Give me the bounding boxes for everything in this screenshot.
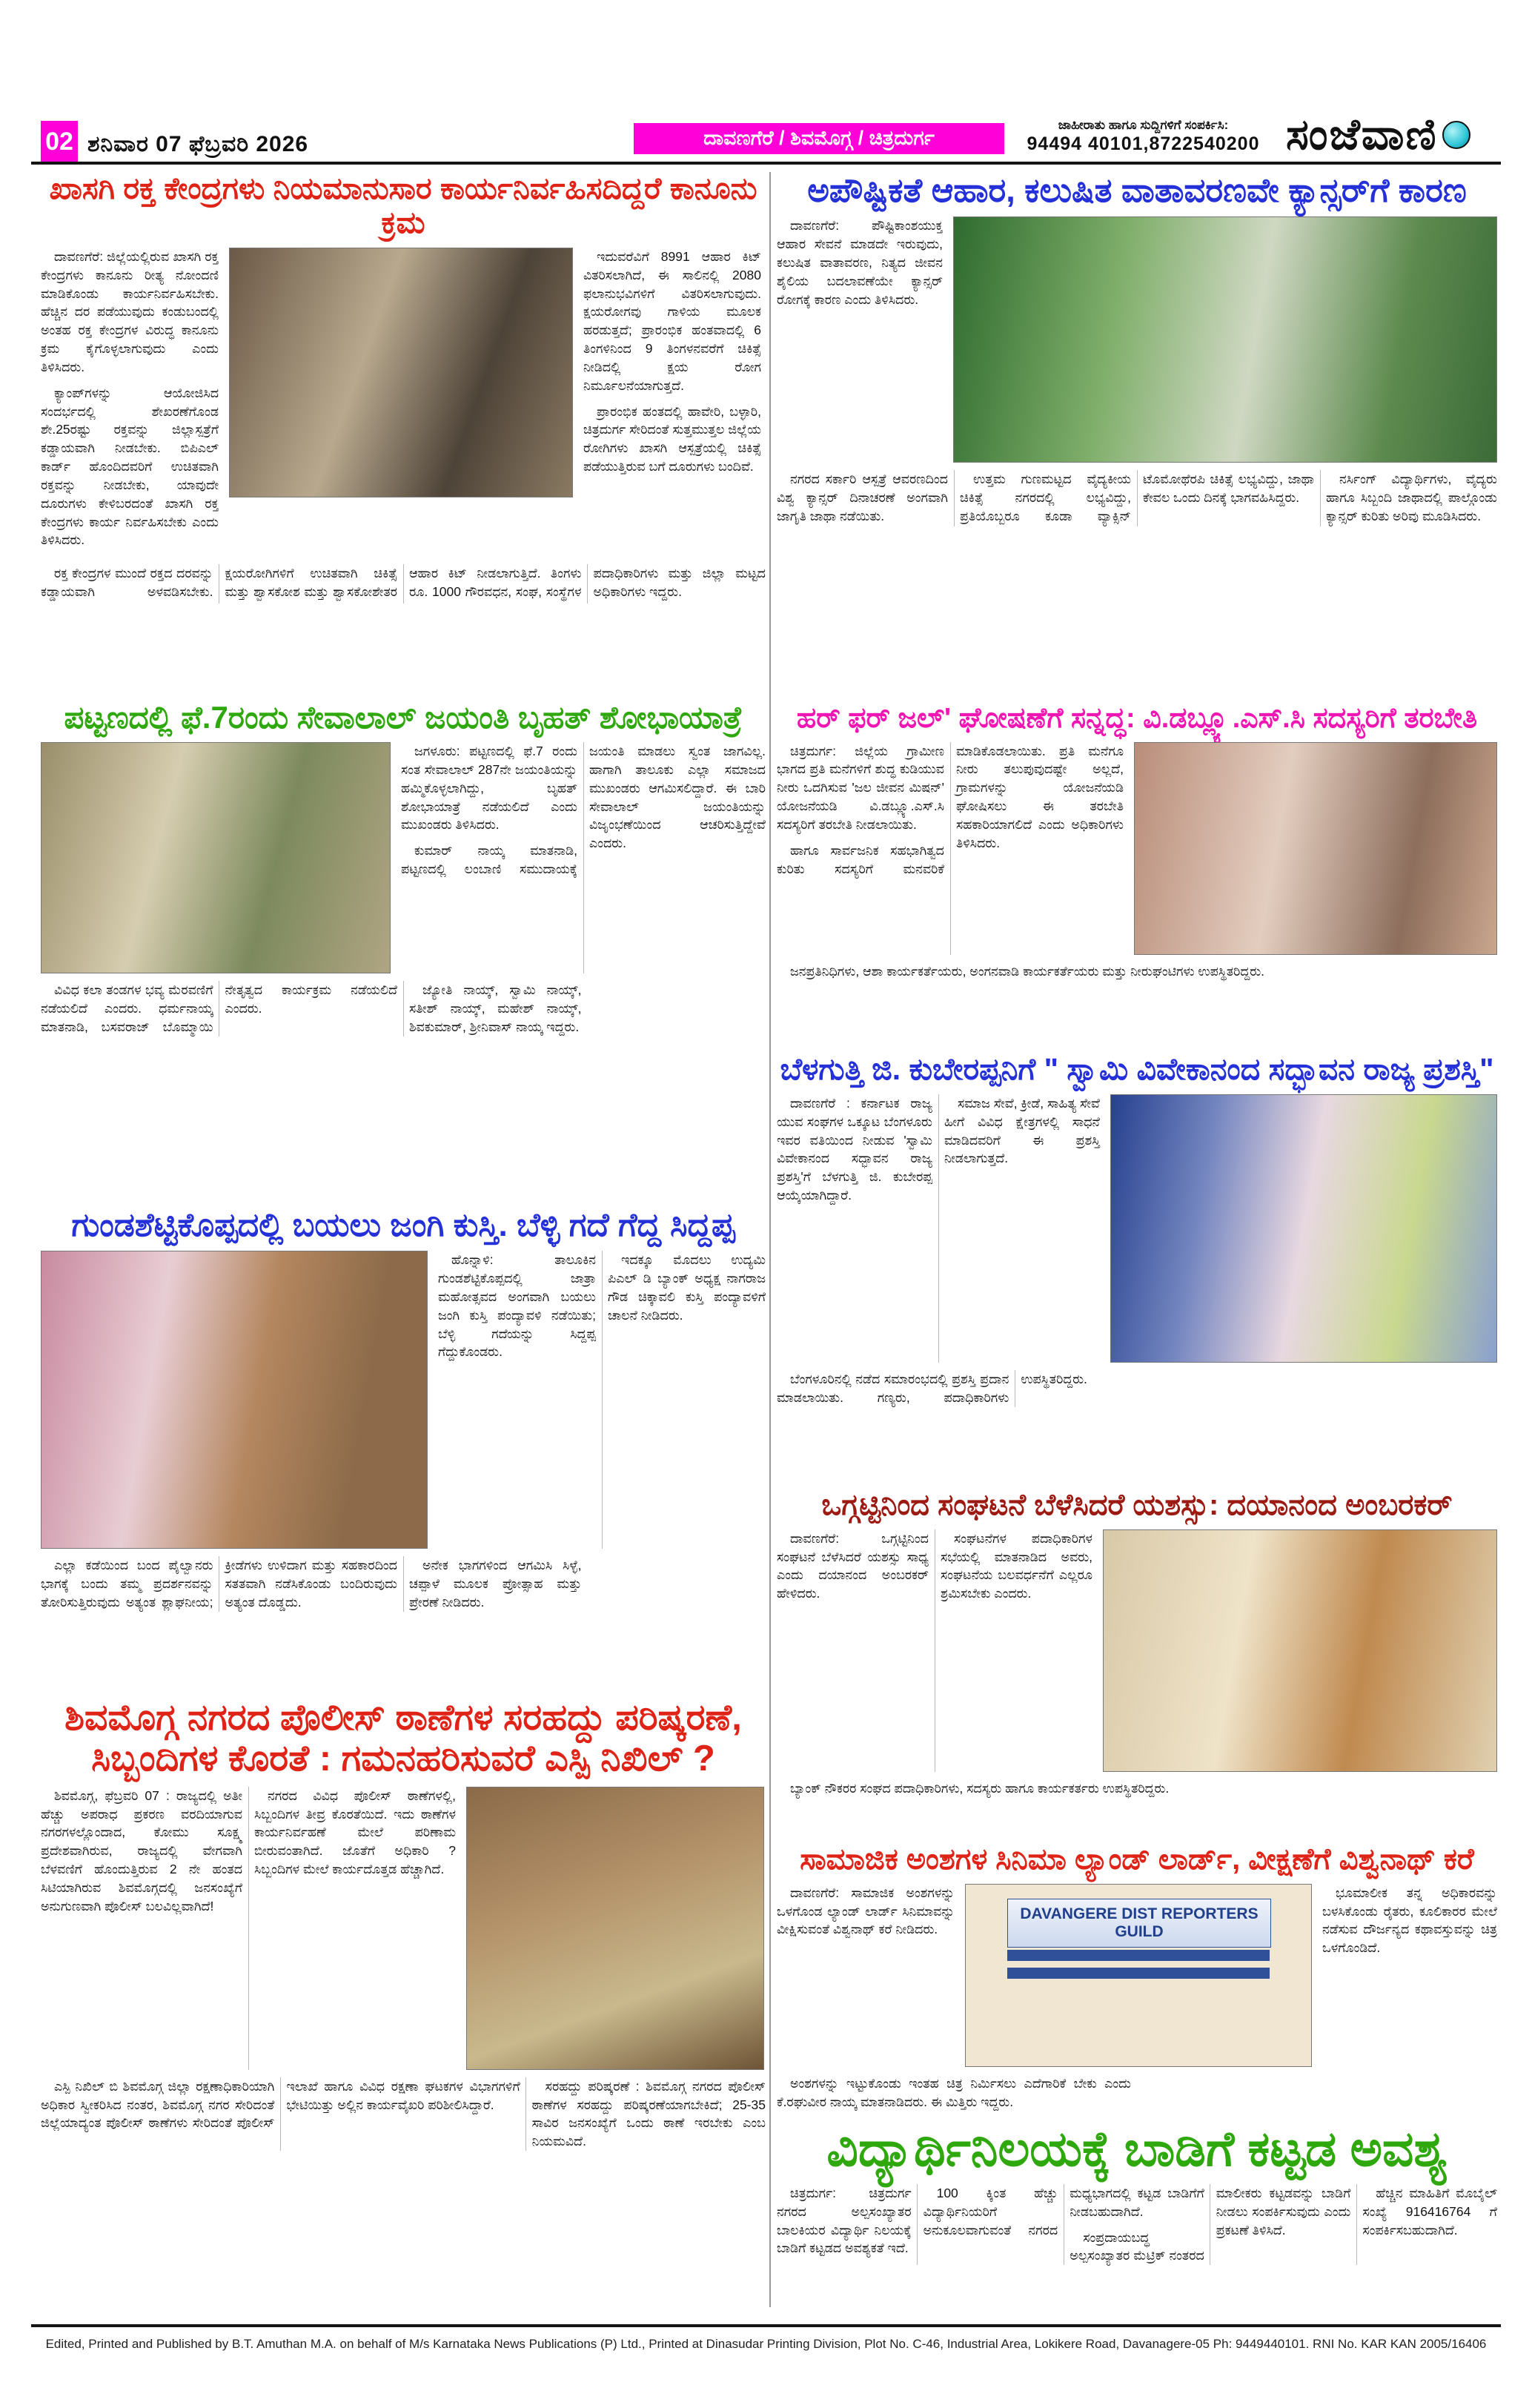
article-column: ದಾವಣಗೆರೆ : ಕರ್ನಾಟಕ ರಾಜ್ಯ ಯುವ ಸಂಘಗಳ ಒಕ್ಕೂಟ ಬೆಂಗಳೂರು ಇವರ ವತಿಯಿಂದ ನೀಡುವ 'ಸ್ವಾಮಿ ವಿವೇಕಾನಂದ ಸದ್ಭಾವನ ರಾಜ್ಯ ಪ್ರಶಸ್ತಿ'ಗೆ ಬೆಳಗುತ್ತಿ ಜಿ. ಕುಬೇರಪ್ಪ ಆಯ್ಕೆಯಾಗಿದ್ದಾರೆ. ಸಮಾಜ ಸೇವೆ, ಕ್ರೀಡೆ, ಸಾಹಿತ್ಯ ಸೇವೆ ಹೀಗೆ ವಿವಿಧ ಕ್ಷೇತ್ರಗಳಲ್ಲಿ ಸಾಧನೆ ಮಾಡಿದವರಿಗೆ ಈ ಪ್ರಶಸ್ತಿ ನೀಡಲಾಗುತ್ತದೆ. bbox=[777, 1095, 1100, 1203]
article-column: ಇದುವರೆವಿಗೆ 8991 ಆಹಾರ ಕಿಟ್ ವಿತರಿಸಲಾಗಿದೆ, ಈ ಸಾಲಿನಲ್ಲಿ 2080 ಫಲಾನುಭವಿಗಳಿಗೆ ವಿತರಿಸಲಾಗುವುದು. ಕ್ಷಯರೋಗವು ಗಾಳಿಯ ಮೂಲಕ ಹರಡುತ್ತದೆ; ಪ್ರಾರಂಭಿಕ ಹಂತವಾದಲ್ಲಿ 6 ತಿಂಗಳಿನಿಂದ 9 ತಿಂಗಳನವರೆಗೆ ಚಿಕಿತ್ಸೆ ನೀಡಿದಲ್ಲಿ ಕ್ಷಯ ರೋಗ ನಿರ್ಮೂಲನೆಯಾಗುತ್ತದೆ. ಪ್ರಾರಂಭಿಕ ಹಂತದಲ್ಲಿ ಹಾವೇರಿ, ಬಳ್ಳಾರಿ, ಚಿತ್ರದುರ್ಗ ಸೇರಿದಂತೆ ಸುತ್ತಮುತ್ತಲ ಜಿಲ್ಲೆಯ ರೋಗಿಗಳು ಖಾಸಗಿ ಆಸ್ಪತ್ರೆಯಲ್ಲಿ ಚಿಕಿತ್ಸೆ ಪಡೆಯುತ್ತಿರುವ ಬಗೆ ದೂರುಗಳು ಬಂದಿವೆ. bbox=[583, 248, 761, 474]
masthead-globe-icon bbox=[1442, 121, 1470, 149]
guild-banner: DAVANGERE DIST REPORTERS GUILD bbox=[1007, 1899, 1271, 1948]
article-body-bottom: ರಕ್ತ ಕೇಂದ್ರಗಳ ಮುಂದೆ ರಕ್ತದ ದರವನ್ನು ಕಡ್ಡಾಯವಾಗಿ ಅಳವಡಿಸಬೇಕು. ಕ್ಷಯರೋಗಿಗಳಿಗೆ ಉಚಿತವಾಗಿ ಚಿಕಿತ್ಸೆ ಮತ್ತು ಶ್ವಾಸಕೋಶ ಮತ್ತು ಶ್ವಾಸಕೋಶೇತರ ಆಹಾರ ಕಿಟ್ ನೀಡಲಾಗುತ್ತಿದೆ. ತಿಂಗಳು ರೂ. 1000 ಗೌರವಧನ, ಸಂಘ, ಸಂಸ್ಥೆಗಳ ಪದಾಧಿಕಾರಿಗಳು ಮತ್ತು ಜಿಲ್ಲಾ ಮಟ್ಟದ ಅಧಿಕಾರಿಗಳು ಇದ್ದರು. bbox=[41, 566, 766, 600]
edition-box bbox=[634, 123, 1004, 154]
edition-names: ದಾವಣಗೆರೆ / ಶಿವಮೊಗ್ಗ / ಚಿತ್ರದುರ್ಗ bbox=[703, 127, 935, 149]
article-headline: ಒಗ್ಗಟ್ಟಿನಿಂದ ಸಂಘಟನೆ ಬೆಳೆಸಿದರೆ ಯಶಸ್ಸು: ದಯಾನಂದ ಅಂಬರಕರ್ bbox=[821, 1489, 1453, 1521]
column-divider bbox=[769, 172, 771, 2307]
article-cinema bbox=[777, 1843, 1497, 2117]
article-body-bottom: ಎಸ್ಪಿ ನಿಖಿಲ್ ಬಿ ಶಿವಮೊಗ್ಗ ಜಿಲ್ಲಾ ರಕ್ಷಣಾಧಿಕಾರಿಯಾಗಿ ಅಧಿಕಾರ ಸ್ವೀಕರಿಸಿದ ನಂತರ, ಶಿವಮೊಗ್ಗ ನಗರ ಸೇರಿದಂತೆ ಜಿಲ್ಲೆಯಾದ್ಯಂತ ಪೊಲೀಸ್ ಠಾಣೆಗಳು ಸೇರಿದಂತೆ ಪೊಲೀಸ್ ಇಲಾಖೆ ಹಾಗೂ ವಿವಿಧ ರಕ್ಷಣಾ ಘಟಕಗಳ ವಿಭಾಗಗಳಿಗೆ ಭೇಟಿಯಿತ್ತು ಅಲ್ಲಿನ ಕಾರ್ಯವೈಖರಿ ಪರಿಶೀಲಿಸಿದ್ದಾರೆ. ಸರಹದ್ದು ಪರಿಷ್ಕರಣೆ : ಶಿವಮೊಗ್ಗ ನಗರದ ಪೊಲೀಸ್ ಠಾಣೆಗಳ ಸರಹದ್ದು ಪರಿಷ್ಕರಣೆಯಾಗಬೇಕಿದೆ; 25-35 ಸಾವಿರ ಜನಸಂಖ್ಯೆಗೆ ಒಂದು ಠಾಣೆ ಇರಬೇಕು ಎಂಬ ನಿಯಮವಿದೆ. bbox=[41, 2078, 766, 2149]
article-kusti bbox=[41, 1207, 766, 1689]
article-headline: ಅಪೌಷ್ಟಿಕತೆ ಆಹಾರ, ಕಲುಷಿತ ವಾತಾವರಣವೇ ಕ್ಯಾನ್ಸರ್‌ಗೆ ಕಾರಣ bbox=[807, 171, 1467, 209]
masthead-title: ಸಂಜೆವಾಣಿ bbox=[1286, 110, 1438, 159]
article-headline: ಶಿವಮೊಗ್ಗ ನಗರದ ಪೊಲೀಸ್ ಠಾಣೆಗಳ ಸರಹದ್ದು ಪರಿಷ್ಕರಣೆ, ಸಿಬ್ಬಂದಿಗಳ ಕೊರತೆ : ಗಮನಹರಿಸುವರೆ ಎಸ್ಪಿ ನಿಖಿಲ್ ? bbox=[64, 1698, 742, 1779]
contact-numbers: 94494 40101,8722540200 bbox=[1027, 133, 1260, 155]
article-body-bottom: ಜನಪ್ರತಿನಿಧಿಗಳು, ಆಶಾ ಕಾರ್ಯಕರ್ತೆಯರು, ಅಂಗನವಾಡಿ ಕಾರ್ಯಕರ್ತೆಯರು ಮತ್ತು ನೀರುಘಂಟಿಗಳು ಉಪಸ್ಥಿತರಿದ್ದರು. bbox=[790, 963, 1264, 979]
training-hall-photo bbox=[1134, 742, 1497, 955]
felicitation-group-photo bbox=[1103, 1529, 1497, 1772]
article-headline: ಸಾಮಾಜಿಕ ಅಂಶಗಳ ಸಿನಿಮಾ ಲ್ಯಾಂಡ್ ಲಾರ್ಡ್, ವೀಕ್ಷಣೆಗೆ ವಿಶ್ವನಾಥ್ ಕರೆ bbox=[800, 1843, 1474, 1876]
article-har-ghar-jal bbox=[777, 703, 1497, 1040]
article-column: ಚಿತ್ರದುರ್ಗ: ಜಿಲ್ಲೆಯ ಗ್ರಾಮೀಣ ಭಾಗದ ಪ್ರತಿ ಮನೆಗಳಿಗೆ ಶುದ್ಧ ಕುಡಿಯುವ ನೀರು ಒದಗಿಸುವ 'ಜಲ ಜೀವನ ಮಿಷನ್' ಯೋಜನೆಯಡಿ ವಿ.ಡಬ್ಲ್ಯೂ.ಎಸ್.ಸಿ ಸದಸ್ಯರಿಗೆ ತರಬೇತಿ ನೀಡಲಾಯಿತು. ಹಾಗೂ ಸಾರ್ವಜನಿಕ ಸಹಭಾಗಿತ್ವದ ಕುರಿತು ಸದಸ್ಯರಿಗೆ ಮನವರಿಕೆ ಮಾಡಿಕೊಡಲಾಯಿತು. ಪ್ರತಿ ಮನೆಗೂ ನೀರು ತಲುಪುವುದಷ್ಟೇ ಅಲ್ಲದೆ, ಗ್ರಾಮಗಳನ್ನು ಯೋಜನೆಯಡಿ ಘೋಷಿಸಲು ಈ ತರಬೇತಿ ಸಹಕಾರಿಯಾಗಲಿದೆ ಎಂದು ಅಧಿಕಾರಿಗಳು ತಿಳಿಸಿದರು. bbox=[777, 743, 1124, 876]
masthead-logo bbox=[1286, 110, 1470, 160]
header-rule bbox=[31, 162, 1501, 165]
contact-block bbox=[1019, 117, 1267, 156]
award-ceremony-photo bbox=[1110, 1094, 1497, 1363]
page-date: ಶನಿವಾರ 07 ಫೆಬ್ರವರಿ 2026 bbox=[87, 132, 309, 156]
article-organization bbox=[777, 1489, 1497, 1833]
page-number-box bbox=[41, 121, 78, 162]
page-number: 02 bbox=[45, 127, 73, 156]
article-column: ದಾವಣಗೆರೆ: ಒಗ್ಗಟ್ಟಿನಿಂದ ಸಂಘಟನೆ ಬೆಳೆಸಿದರೆ ಯಶಸ್ಸು ಸಾಧ್ಯ ಎಂದು ದಯಾನಂದ ಅಂಬರಕರ್ ಹೇಳಿದರು. ಸಂಘಟನೆಗಳ ಪದಾಧಿಕಾರಿಗಳ ಸಭೆಯಲ್ಲಿ ಮಾತನಾಡಿದ ಅವರು, ಸಂಘಟನೆಯ ಬಲವರ್ಧನೆಗೆ ಎಲ್ಲರೂ ಶ್ರಮಿಸಬೇಕು ಎಂದರು. bbox=[777, 1530, 1092, 1601]
guild-banner-stripe bbox=[1007, 1968, 1270, 1979]
footer-rule bbox=[31, 2324, 1501, 2327]
article-headline: ಖಾಸಗಿ ರಕ್ತ ಕೇಂದ್ರಗಳು ನಿಯಮಾನುಸಾರ ಕಾರ್ಯನಿರ್ವಹಿಸದಿದ್ದರೆ ಕಾನೂನು ಕ್ರಮ bbox=[49, 171, 757, 239]
article-body-bottom: ಅಂಶಗಳನ್ನು ಇಟ್ಟುಕೊಂಡು ಇಂತಹ ಚಿತ್ರ ನಿರ್ಮಿಸಲು ಎದೆಗಾರಿಕೆ ಬೇಕು ಎಂದು ಕೆ.ರಘುವೀರ ನಾಯ್ಕ ಮಾತನಾಡಿದರು. ಈ ಮಿತ್ತಿರು ಇದ್ದರು. bbox=[777, 2075, 1131, 2109]
article-column: ದಾವಣಗೆರೆ: ಪೌಷ್ಟಿಕಾಂಶಯುಕ್ತ ಆಹಾರ ಸೇವನೆ ಮಾಡದೇ ಇರುವುದು, ಕಲುಷಿತ ವಾತಾವರಣ, ನಿತ್ಯದ ಜೀವನ ಶೈಲಿಯ ಬದಲಾವಣೆಯೇ ಕ್ಯಾನ್ಸರ್ ರೋಗಕ್ಕೆ ಕಾರಣ ಎಂದು ತಿಳಿಸಿದರು. bbox=[777, 218, 943, 307]
article-blood-centers bbox=[41, 172, 766, 691]
community-leaders-photo bbox=[41, 742, 391, 973]
press-meet-photo bbox=[965, 1884, 1312, 2067]
article-headline: ಬೆಳಗುತ್ತಿ ಜಿ. ಕುಬೇರಪ್ಪನಿಗೆ " ಸ್ವಾಮಿ ವಿವೇಕಾನಂದ ಸದ್ಭಾವನ ರಾಜ್ಯ ಪ್ರಶಸ್ತಿ" bbox=[780, 1052, 1494, 1086]
article-hostel bbox=[777, 2122, 1497, 2307]
article-column: ದಾವಣಗೆರೆ: ಸಾಮಾಜಿಕ ಅಂಶಗಳನ್ನು ಒಳಗೊಂಡ ಲ್ಯಾಂಡ್ ಲಾರ್ಡ್ ಸಿನಿಮಾವನ್ನು ವೀಕ್ಷಿಸುವಂತೆ ವಿಶ್ವನಾಥ್ ಕರೆ ನೀಡಿದರು. bbox=[777, 1885, 955, 1937]
sp-officer-photo bbox=[466, 1787, 764, 2070]
cancer-awareness-rally-photo bbox=[953, 216, 1497, 463]
contact-label: ಜಾಹೀರಾತು ಹಾಗೂ ಸುದ್ದಿಗಳಿಗೆ ಸಂಪರ್ಕಿಸಿ: bbox=[1058, 118, 1229, 132]
article-headline: ಗುಂಡಶೆಟ್ಟಿಕೊಪ್ಪದಲ್ಲಿ ಬಯಲು ಜಂಗಿ ಕುಸ್ತಿ. ಬೆಳ್ಳಿ ಗದೆ ಗೆದ್ದ ಸಿದ್ದಪ್ಪ bbox=[71, 1207, 735, 1243]
article-column: ಹೊನ್ನಾಳಿ: ತಾಲೂಕಿನ ಗುಂಡಶೆಟ್ಟಿಕೊಪ್ಪದಲ್ಲಿ ಜಾತ್ರಾ ಮಹೋತ್ಸವದ ಅಂಗವಾಗಿ ಬಯಲು ಜಂಗಿ ಕುಸ್ತಿ ಪಂದ್ಯಾವಳಿ ನಡೆಯಿತು; ಬೆಳ್ಳಿ ಗದೆಯನ್ನು ಸಿದ್ದಪ್ಪ ಗೆದ್ದುಕೊಂಡರು. ಇದಕ್ಕೂ ಮೊದಲು ಉದ್ಯಮಿ ಪಿಎಲ್ ಡಿ ಬ್ಯಾಂಕ್ ಅಧ್ಯಕ್ಷ ನಾಗರಾಜ ಗೌಡ ಚಿಕ್ಕಾವಲಿ ಕುಸ್ತಿ ಪಂದ್ಯಾವಳಿಗೆ ಚಾಲನೆ ನೀಡಿದರು. bbox=[438, 1252, 766, 1360]
article-column: ಭೂಮಾಲೀಕ ತನ್ನ ಅಧಿಕಾರವನ್ನು ಬಳಸಿಕೊಂಡು ರೈತರು, ಕೂಲಿಕಾರರ ಮೇಲೆ ನಡೆಸುವ ದೌರ್ಜನ್ಯದ ಕಥಾವಸ್ತುವನ್ನು ಚಿತ್ರ ಒಳಗೊಂಡಿದೆ. bbox=[1322, 1885, 1497, 1956]
article-shimoga-police bbox=[41, 1698, 766, 2306]
article-column: ಶಿವಮೊಗ್ಗ, ಫೆಬ್ರವರಿ 07 : ರಾಜ್ಯದಲ್ಲಿ ಅತೀ ಹೆಚ್ಚು ಅಪರಾಧ ಪ್ರಕರಣ ವರದಿಯಾಗುವ ನಗರಗಳಲ್ಲೊಂದಾದ, ಕೋಮು ಸೂಕ್ಷ್ಮ ಪ್ರದೇಶವಾಗಿರುವ, ರಾಜ್ಯದಲ್ಲಿ ವೇಗವಾಗಿ ಬೆಳವಣಿಗೆ ಹೊಂದುತ್ತಿರುವ 2 ನೇ ಹಂತದ ಸಿಟಿಯಾಗಿರುವ ಶಿವಮೊಗ್ಗದಲ್ಲಿ ಜನಸಂಖ್ಯೆಗೆ ಅನುಗುಣವಾಗಿ ಪೊಲೀಸ್ ಬಲವಿಲ್ಲವಾಗಿದೆ! ನಗರದ ವಿವಿಧ ಪೊಲೀಸ್ ಠಾಣೆಗಳಲ್ಲಿ, ಸಿಬ್ಬಂದಿಗಳ ತೀವ್ರ ಕೊರತೆಯಿದೆ. ಇದು ಠಾಣೆಗಳ ಕಾರ್ಯನಿರ್ವಹಣೆ ಮೇಲೆ ಪರಿಣಾಮ ಬೀರುವಂತಾಗಿದೆ. ಜೊತೆಗೆ ಅಧಿಕಾರಿ ? ಸಿಬ್ಬಂದಿಗಳ ಮೇಲೆ ಕಾರ್ಯದೊತ್ತಡ ಹೆಚ್ಚಾಗಿದೆ. bbox=[41, 1787, 456, 1914]
article-headline: ವಿದ್ಯಾರ್ಥಿನಿಲಯಕ್ಕೆ ಬಾಡಿಗೆ ಕಟ್ಟಡ ಅವಶ್ಯ bbox=[826, 2121, 1448, 2176]
guild-banner-stripe bbox=[1007, 1950, 1270, 1961]
footer-credit: Edited, Printed and Published by B.T. Amuthan M.A. on behalf of M/s Karnataka News Publications (P) Ltd., Printed at Dinasudar Printing Division, Plot No. C-46, Industrial Area, Lokikere Road, Davanagere-05 Ph: 9449440101. RNI No. KAR KAN 2005/16406 bbox=[45, 2337, 1487, 2351]
article-body-bottom: ಬ್ಯಾಂಕ್ ನೌಕರರ ಸಂಘದ ಪದಾಧಿಕಾರಿಗಳು, ಸದಸ್ಯರು ಹಾಗೂ ಕಾರ್ಯಕರ್ತರು ಉಪಸ್ಥಿತರಿದ್ದರು. bbox=[790, 1780, 1170, 1796]
article-cancer bbox=[777, 172, 1497, 691]
article-column: ಜಗಳೂರು: ಪಟ್ಟಣದಲ್ಲಿ ಫೆ.7 ರಂದು ಸಂತ ಸೇವಾಲಾಲ್ 287ನೇ ಜಯಂತಿಯನ್ನು ಹಮ್ಮಿಕೊಳ್ಳಲಾಗಿದ್ದು, ಬೃಹತ್ ಶೋಭಾಯಾತ್ರೆ ನಡೆಯಲಿದೆ ಎಂದು ಮುಖಂಡರು ತಿಳಿಸಿದರು. ಕುಮಾರ್ ನಾಯ್ಕ ಮಾತನಾಡಿ, ಪಟ್ಟಣದಲ್ಲಿ ಲಂಬಾಣಿ ಸಮುದಾಯಕ್ಕೆ ಜಯಂತಿ ಮಾಡಲು ಸ್ವಂತ ಜಾಗವಿಲ್ಲ. ಹಾಗಾಗಿ ತಾಲೂಕು ಎಲ್ಲಾ ಸಮಾಜದ ಮುಖಂಡರು ಆಗಮಿಸಲಿದ್ದಾರೆ. ಈ ಬಾರಿ ಸೇವಾಲಾಲ್ ಜಯಂತಿಯನ್ನು ವಿಜೃಂಭಣೆಯಿಂದ ಆಚರಿಸುತ್ತಿದ್ದೇವೆ ಎಂದರು. bbox=[401, 744, 766, 877]
article-body: ಚಿತ್ರದುರ್ಗ: ಚಿತ್ರದುರ್ಗ ನಗರದ ಅಲ್ಪಸಂಖ್ಯಾತರ ಬಾಲಕಿಯರ ವಿದ್ಯಾರ್ಥಿ ನಿಲಯಕ್ಕೆ ಬಾಡಿಗೆ ಕಟ್ಟಡದ ಅವಶ್ಯಕತೆ ಇದೆ. 100 ಕ್ಕಿಂತ ಹೆಚ್ಚು ವಿದ್ಯಾರ್ಥಿನಿಯರಿಗೆ ಅನುಕೂಲವಾಗುವಂತೆ ನಗರದ ಮಧ್ಯಭಾಗದಲ್ಲಿ ಕಟ್ಟಡ ಬಾಡಿಗೆಗೆ ನೀಡಬಹುದಾಗಿದೆ. ಸಂಪ್ರದಾಯಬದ್ಧ ಅಲ್ಪಸಂಖ್ಯಾತರ ಮೆಟ್ರಿಕ್ ನಂತರದ ಮಾಲೀಕರು ಕಟ್ಟಡವನ್ನು ಬಾಡಿಗೆ ನೀಡಲು ಸಂಪರ್ಕಿಸುವುದು ಎಂದು ಪ್ರಕಟಣೆ ತಿಳಿಸಿದೆ. ಹೆಚ್ಚಿನ ಮಾಹಿತಿಗೆ ಮೊಬೈಲ್ ಸಂಖ್ಯೆ 916416764 ಗೆ ಸಂಪರ್ಕಿಸಬಹುದಾಗಿದೆ. bbox=[777, 2185, 1497, 2263]
article-headline: ಪಟ್ಟಣದಲ್ಲಿ ಫೆ.7ರಂದು ಸೇವಾಲಾಲ್ ಜಯಂತಿ ಬೃಹತ್ ಶೋಭಾಯಾತ್ರೆ bbox=[64, 700, 743, 735]
article-vivekananda-award bbox=[777, 1053, 1497, 1479]
article-body-bottom: ನಗರದ ಸರ್ಕಾರಿ ಆಸ್ಪತ್ರೆ ಆವರಣದಿಂದ ವಿಶ್ವ ಕ್ಯಾನ್ಸರ್ ದಿನಾಚರಣೆ ಅಂಗವಾಗಿ ಜಾಗೃತಿ ಜಾಥಾ ನಡೆಯಿತು. ಉತ್ತಮ ಗುಣಮಟ್ಟದ ವೈದ್ಯಕೀಯ ಚಿಕಿತ್ಸೆ ನಗರದಲ್ಲಿ ಲಭ್ಯವಿದ್ದು, ಪ್ರತಿಯೊಬ್ಬರೂ ಕೂಡಾ ವ್ಯಾಕ್ಸಿನ್ ಟೊಮೋಥೆರಪಿ ಚಿಕಿತ್ಸೆ ಲಭ್ಯವಿದ್ದು, ಜಾಥಾ ಕೇವಲ ಒಂದು ದಿನಕ್ಕೆ ಭಾಗವಹಿಸಿದ್ದರು. ನರ್ಸಿಂಗ್ ವಿದ್ಯಾರ್ಥಿಗಳು, ವೈದ್ಯರು ಹಾಗೂ ಸಿಬ್ಬಂದಿ ಜಾಥಾದಲ್ಲಿ ಪಾಲ್ಗೊಂಡು ಕ್ಯಾನ್ಸರ್ ಕುರಿತು ಅರಿವು ಮೂಡಿಸಿದರು. bbox=[777, 472, 1497, 524]
article-sevalal-jayanti bbox=[41, 700, 766, 1197]
article-column: ದಾವಣಗೆರೆ: ಜಿಲ್ಲೆಯಲ್ಲಿರುವ ಖಾಸಗಿ ರಕ್ತ ಕೇಂದ್ರಗಳು ಕಾನೂನು ರೀತ್ಯ ನೋಂದಣಿ ಮಾಡಿಕೊಂಡು ಕಾರ್ಯನಿರ್ವಹಿಸಬೇಕು. ಹೆಚ್ಚಿನ ದರ ಪಡೆಯುವುದು ಕಂಡುಬಂದಲ್ಲಿ ಅಂತಹ ರಕ್ತ ಕೇಂದ್ರಗಳ ವಿರುದ್ಧ ಕಾನೂನು ಕ್ರಮ ಕೈಗೊಳ್ಳಲಾಗುವುದು ಎಂದು ತಿಳಿಸಿದರು. ಕ್ಯಾಂಪ್‌ಗಳನ್ನು ಆಯೋಜಿಸಿದ ಸಂದರ್ಭದಲ್ಲಿ ಶೇಖರಣೆಗೊಂಡ ಶೇ.25ರಷ್ಟು ರಕ್ತವನ್ನು ಜಿಲ್ಲಾಸ್ಪತ್ರೆಗೆ ಕಡ್ಡಾಯವಾಗಿ ನೀಡಬೇಕು. ಬಿಪಿಎಲ್ ಕಾರ್ಡ್ ಹೊಂದಿದವರಿಗೆ ಉಚಿತವಾಗಿ ರಕ್ತವನ್ನು ನೀಡಬೇಕು, ಯಾವುದೇ ದೂರುಗಳು ಕೇಳಿಬರದಂತೆ ಖಾಸಗಿ ರಕ್ತ ಕೇಂದ್ರಗಳು ಕಾರ್ಯ ನಿರ್ವಹಿಸಬೇಕು ಎಂದು ತಿಳಿಸಿದರು. bbox=[41, 248, 219, 548]
officials-meeting-photo bbox=[229, 248, 573, 497]
article-body-bottom: ವಿವಿಧ ಕಲಾ ತಂಡಗಳ ಭವ್ಯ ಮೆರವಣಿಗೆ ನಡೆಯಲಿದೆ ಎಂದರು. ಧರ್ಮನಾಯ್ಕ ಮಾತನಾಡಿ, ಬಸವರಾಜ್ ಬೊಮ್ಮಾಯಿ ನೇತೃತ್ವದ ಕಾರ್ಯಕ್ರಮ ನಡೆಯಲಿದೆ ಎಂದರು. ಜ್ಯೋತಿ ನಾಯ್ಕ್, ಸ್ವಾಮಿ ನಾಯ್ಕ್, ಸತೀಶ್ ನಾಯ್ಕ್, ಮಹೇಶ್ ನಾಯ್ಕ್, ಶಿವಕುಮಾರ್, ಶ್ರೀನಿವಾಸ್ ನಾಯ್ಕ ಇದ್ದರು. bbox=[41, 982, 582, 1034]
article-body-bottom: ಎಲ್ಲಾ ಕಡೆಯಿಂದ ಬಂದ ಪೈಲ್ವಾನರು ಭಾಗಕ್ಕೆ ಬಂದು ತಮ್ಮ ಪ್ರದರ್ಶನವನ್ನು ತೋರಿಸುತ್ತಿರುವುದು ಅತ್ಯಂತ ಶ್ಲಾಘನೀಯ; ಕ್ರೀಡೆಗಳು ಉಳಿದಾಗ ಮತ್ತು ಸಹಕಾರದಿಂದ ಸತತವಾಗಿ ನಡೆಸಿಕೊಂಡು ಬಂದಿರುವುದು ಅತ್ಯಂತ ದೊಡ್ಡದು. ಅನೇಕ ಭಾಗಗಳಿಂದ ಆಗಮಿಸಿ ಸಿಳ್ಳೆ, ಚಪ್ಪಾಳೆ ಮೂಲಕ ಪ್ರೋತ್ಸಾಹ ಮತ್ತು ಪ್ರೇರಣೆ ನೀಡಿದರು. bbox=[41, 1558, 582, 1610]
article-headline: ಹರ್ ಫರ್ ಜಲ್' ಘೋಷಣೆಗೆ ಸನ್ನದ್ಧ: ವಿ.ಡಬ್ಲ್ಯೂ.ಎಸ್.ಸಿ ಸದಸ್ಯರಿಗೆ ತರಬೇತಿ bbox=[796, 703, 1478, 734]
wrestlers-felicitation-photo bbox=[41, 1251, 428, 1549]
article-body-bottom: ಬೆಂಗಳೂರಿನಲ್ಲಿ ನಡೆದ ಸಮಾರಂಭದಲ್ಲಿ ಪ್ರಶಸ್ತಿ ಪ್ರದಾನ ಮಾಡಲಾಯಿತು. ಗಣ್ಯರು, ಪದಾಧಿಕಾರಿಗಳು ಉಪಸ್ಥಿತರಿದ್ದರು. bbox=[777, 1371, 1087, 1405]
